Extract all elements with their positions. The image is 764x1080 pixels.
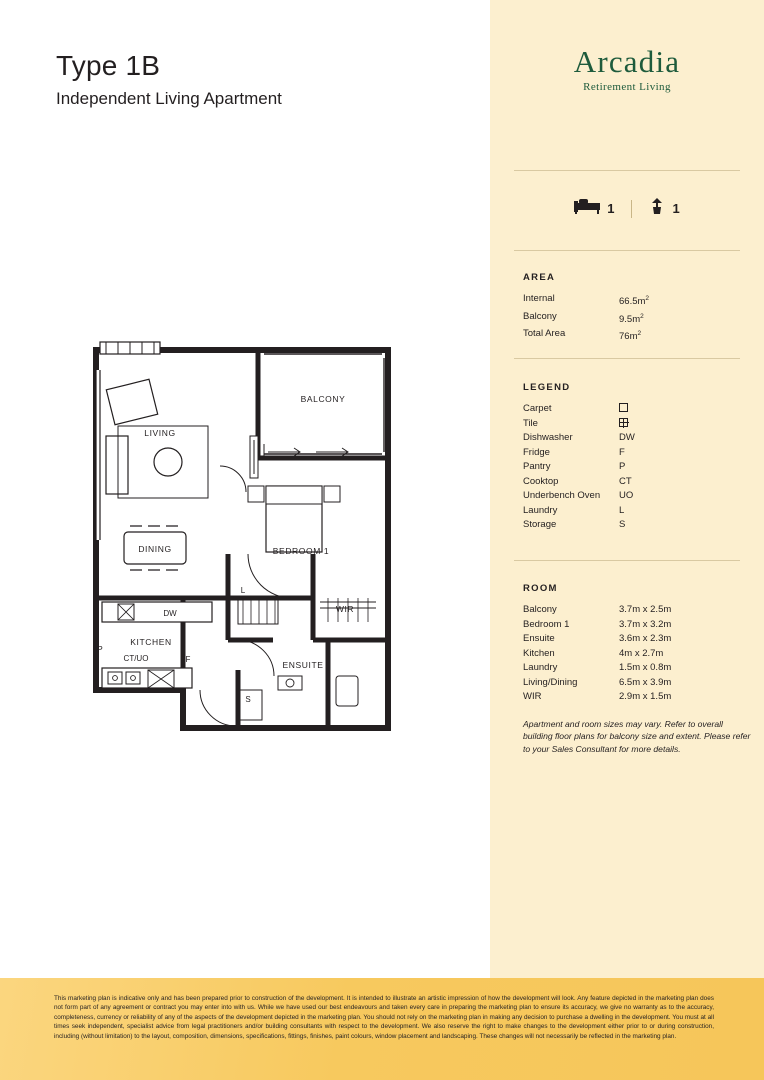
room-value: 4m x 2.7m (619, 647, 664, 659)
bedroom-count-group (574, 199, 614, 219)
shower-icon (648, 198, 666, 219)
brand-name: Arcadia (573, 44, 681, 79)
room-row (523, 676, 753, 691)
area-value: $66.5m^2$ (619, 295, 650, 308)
legend-row (523, 446, 753, 461)
legend-row (523, 489, 753, 504)
room-value: 2.9m x 1.5m (619, 691, 672, 702)
room-value: 3.6m x 2.3m (619, 633, 672, 644)
legend-row (523, 431, 753, 446)
area-label: Total Area (523, 328, 566, 340)
page-title: Type 1B (56, 50, 161, 81)
legend-row (523, 518, 753, 533)
bathroom-count-group (648, 198, 680, 219)
room-value: 6.5m x 3.9m (619, 676, 672, 688)
legend-row (523, 475, 753, 490)
plan-label-dining: DINING (138, 544, 172, 554)
bathroom-count: 1 (672, 201, 680, 216)
legend-row (523, 460, 753, 475)
legend-label: Dishwasher (523, 432, 573, 443)
legend-value: DW (619, 432, 635, 443)
plan-label-ctuo: CT/UO (123, 654, 149, 663)
area-row (523, 310, 753, 328)
room-section-title: ROOM (523, 583, 558, 594)
room-label: Bedroom 1 (523, 618, 570, 630)
plan-label-bedroom: BEDROOM 1 (272, 546, 330, 556)
legend-section-title: LEGEND (523, 382, 571, 393)
divider (514, 170, 740, 171)
room-label: Living/Dining (523, 676, 578, 688)
legend-label: Fridge (523, 446, 550, 458)
divider (514, 358, 740, 359)
carpet-swatch-icon (619, 402, 753, 417)
plan-label-dw: DW (163, 609, 177, 618)
legend-value: CT (619, 475, 632, 487)
area-row (523, 327, 753, 345)
room-note: Apartment and room sizes may vary. Refer to overall building floor plans for balcony size and extent. Please refer to your Sales Consultant for more details. (523, 718, 751, 754)
legend-label: Cooktop (523, 475, 559, 487)
room-value: 3.7m x 3.2m (619, 618, 672, 630)
plan-label-f: F (185, 655, 191, 664)
room-row (523, 690, 753, 705)
legend-row (523, 417, 753, 432)
footer-disclaimer-bar (0, 978, 764, 1080)
legend-label: Carpet (523, 403, 552, 414)
room-row (523, 661, 753, 676)
room-row (523, 647, 753, 662)
bedroom-count: 1 (607, 201, 615, 216)
tile-swatch-icon (619, 417, 753, 432)
plan-label-living: LIVING (144, 428, 176, 438)
area-label: Internal (523, 293, 555, 304)
legend-value: S (619, 519, 626, 530)
area-label: Balcony (523, 310, 557, 322)
divider (514, 560, 740, 561)
legend-label: Pantry (523, 461, 551, 472)
page-title-block (56, 50, 282, 109)
room-label: WIR (523, 691, 542, 702)
room-count-row (490, 198, 764, 219)
room-label: Ensuite (523, 633, 555, 644)
plan-label-ensuite: ENSUITE (282, 660, 324, 670)
floor-plan-drawing (88, 340, 418, 740)
room-row (523, 618, 753, 633)
disclaimer-text: This marketing plan is indicative only and has been prepared prior to construction of the development. It is intended to illustrate an artistic impression of how the development will look. Any feature depicted in the marketing plan does not form part of any agreement or contract you may enter into with us. While we have used our best endeavours and taken every care in preparing the marketing plan to ensure its accuracy, we give no warranty as to the accuracy, completeness, currency or reliability of any of the aspects of the development depicted in the marketing plan. You should not rely on the marketing plan in making any decision to purchase a dwelling in the development. You must at all times seek independent, specialist advice from legal practitioners and/or building consultants with respect to the development. We also reserve the right to make changes to the development either prior to or during construction, including (without limitation) to the layout, composition, dimensions, specifications, fittings, finishes, paint colours, window placement and landscaping. These changes will not necessarily be reflected in the marketing plan. (54, 995, 714, 1040)
legend-value: L (619, 504, 625, 516)
legend-value: P (619, 461, 626, 472)
brand-tagline: Retirement Living (583, 81, 671, 93)
area-value: $9.5m^2$ (619, 312, 644, 325)
area-section-title: AREA (523, 272, 556, 283)
legend-label: Storage (523, 519, 557, 530)
bed-icon (574, 199, 600, 219)
page-subtitle: Independent Living Apartment (56, 89, 282, 108)
legend-label: Tile (523, 417, 538, 429)
info-panel (490, 0, 764, 978)
plan-label-kitchen: KITCHEN (130, 637, 172, 647)
room-value: 1.5m x 0.8m (619, 662, 672, 673)
room-label: Kitchen (523, 647, 555, 659)
plan-label-s: S (245, 695, 251, 704)
room-row (523, 603, 753, 618)
legend-label: Underbench Oven (523, 490, 601, 501)
plan-label-wir: WIR (335, 604, 355, 614)
legend-value: F (619, 446, 625, 458)
plan-label-balcony: BALCONY (300, 394, 346, 404)
area-section (523, 272, 753, 345)
room-section (523, 583, 753, 755)
divider (631, 200, 632, 218)
legend-row (523, 504, 753, 519)
room-label: Laundry (523, 662, 558, 673)
plan-label-l: L (240, 586, 246, 595)
brand-logo (490, 44, 764, 93)
legend-value: UO (619, 490, 634, 501)
legend-section (523, 382, 753, 533)
room-label: Balcony (523, 604, 557, 615)
legend-row (523, 402, 753, 417)
legend-label: Laundry (523, 504, 558, 516)
area-row (523, 292, 753, 310)
divider (514, 250, 740, 251)
room-row (523, 632, 753, 647)
plan-label-p: P (97, 645, 103, 654)
room-value: 3.7m x 2.5m (619, 604, 672, 615)
area-value: $76m^2$ (619, 330, 642, 343)
